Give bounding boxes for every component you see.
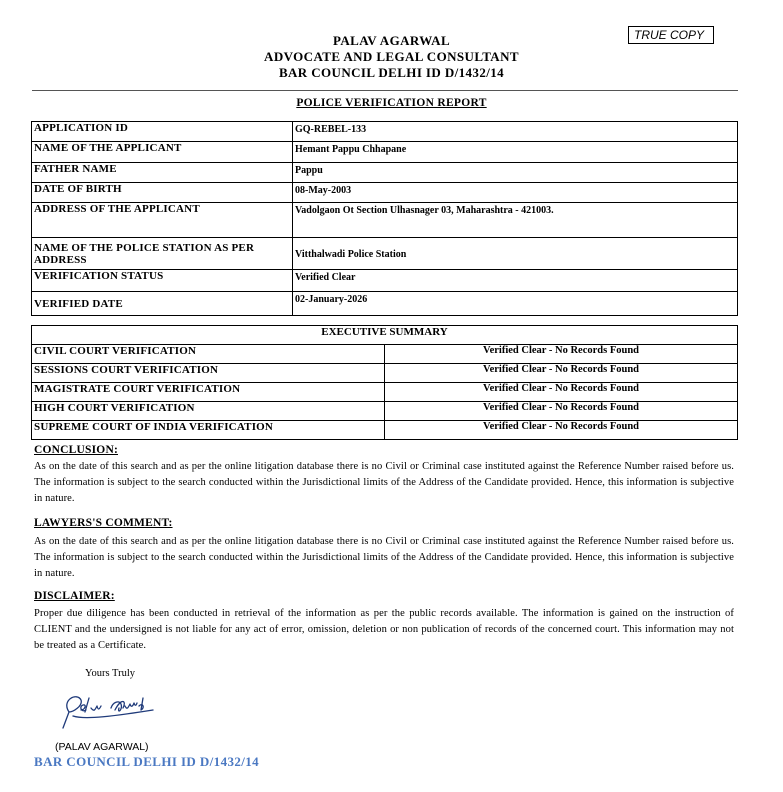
letterhead-name: PALAV AGARWAL: [332, 33, 451, 48]
table-row: [32, 163, 738, 183]
applicant-name-label: NAME OF THE APPLICANT: [32, 142, 293, 163]
address-label: ADDRESS OF THE APPLICANT: [32, 203, 293, 238]
lawyers-comment-text: As on the date of this search and as per the online litigation database there is no Civil or Criminal case instituted against the Reference Number raised before us. The information is subject to the search conducted within the Jurisdictional limits of the Address of the Candidate provided. Hence, this information is subjective in nature.: [34, 536, 734, 579]
signature-image: [55, 686, 165, 736]
magistrate-court-value: Verified Clear - No Records Found: [385, 383, 738, 402]
address-value: Vadolgaon Ot Section Ulhasnager 03, Maharashtra - 421003.: [293, 203, 738, 238]
verified-date-label: VERIFIED DATE: [32, 292, 293, 316]
table-row: [32, 383, 738, 402]
lawyers-comment-heading: LAWYERS'S COMMENT:: [34, 517, 173, 529]
header-divider: [32, 90, 738, 91]
high-court-value: Verified Clear - No Records Found: [385, 402, 738, 421]
father-name-label: FATHER NAME: [32, 163, 293, 183]
verified-date-value: 02-January-2026: [293, 292, 738, 316]
dob-value: 08-May-2003: [293, 183, 738, 203]
sessions-court-label: SESSIONS COURT VERIFICATION: [32, 364, 385, 383]
civil-court-value: Verified Clear - No Records Found: [385, 345, 738, 364]
police-station-value: Vitthalwadi Police Station: [293, 238, 738, 270]
table-row: [32, 122, 738, 142]
letterhead-title: ADVOCATE AND LEGAL CONSULTANT: [264, 49, 519, 64]
letterhead-bar-id: BAR COUNCIL DELHI ID D/1432/14: [278, 65, 505, 80]
applicant-name-value: Hemant Pappu Chhapane: [293, 142, 738, 163]
application-id-label: APPLICATION ID: [32, 122, 293, 142]
civil-court-label: CIVIL COURT VERIFICATION: [32, 345, 385, 364]
table-row: [32, 326, 738, 345]
table-row: [32, 203, 738, 238]
table-row: [32, 364, 738, 383]
footer-bar-id: BAR COUNCIL DELHI ID D/1432/14: [34, 754, 260, 769]
verification-status-label: VERIFICATION STATUS: [32, 270, 293, 292]
yours-truly: Yours Truly: [85, 668, 136, 679]
table-row: [32, 402, 738, 421]
applicant-info-table: [31, 121, 738, 316]
verification-status-value: Verified Clear: [293, 270, 738, 292]
disclaimer-text: Proper due diligence has been conducted in retrieval of the information as per the public records available. The information is gained on the instruction of CLIENT and the undersigned is not liable for any act of error, omission, deletion or non publication of records of the concerned court. This information may not be treated as a Certificate.: [34, 608, 734, 651]
executive-summary-heading: EXECUTIVE SUMMARY: [32, 326, 738, 345]
magistrate-court-label: MAGISTRATE COURT VERIFICATION: [32, 383, 385, 402]
table-row: [32, 345, 738, 364]
supreme-court-label: SUPREME COURT OF INDIA VERIFICATION: [32, 421, 385, 440]
high-court-label: HIGH COURT VERIFICATION: [32, 402, 385, 421]
conclusion-heading: CONCLUSION:: [34, 444, 118, 456]
table-row: [32, 142, 738, 163]
table-row: [32, 421, 738, 440]
table-row: [32, 238, 738, 270]
dob-label: DATE OF BIRTH: [32, 183, 293, 203]
supreme-court-value: Verified Clear - No Records Found: [385, 421, 738, 440]
table-row: [32, 292, 738, 316]
disclaimer-heading: DISCLAIMER:: [34, 590, 115, 602]
conclusion-text: As on the date of this search and as per the online litigation database there is no Civil or Criminal case instituted against the Reference Number raised before us. The information is subject to the search conducted within the Jurisdictional limits of the Address of the Candidate provided. Hence, this information is subjective in nature.: [34, 461, 734, 504]
table-row: [32, 270, 738, 292]
table-row: [32, 183, 738, 203]
application-id-value: GQ-REBEL-133: [293, 122, 738, 142]
father-name-value: Pappu: [293, 163, 738, 183]
true-copy-stamp: TRUE COPY: [628, 26, 714, 44]
executive-summary-table: [31, 325, 738, 440]
signer-name: (PALAV AGARWAL): [55, 741, 149, 753]
report-title: POLICE VERIFICATION REPORT: [296, 97, 487, 109]
police-station-label: NAME OF THE POLICE STATION AS PER ADDRESS: [32, 238, 293, 270]
sessions-court-value: Verified Clear - No Records Found: [385, 364, 738, 383]
